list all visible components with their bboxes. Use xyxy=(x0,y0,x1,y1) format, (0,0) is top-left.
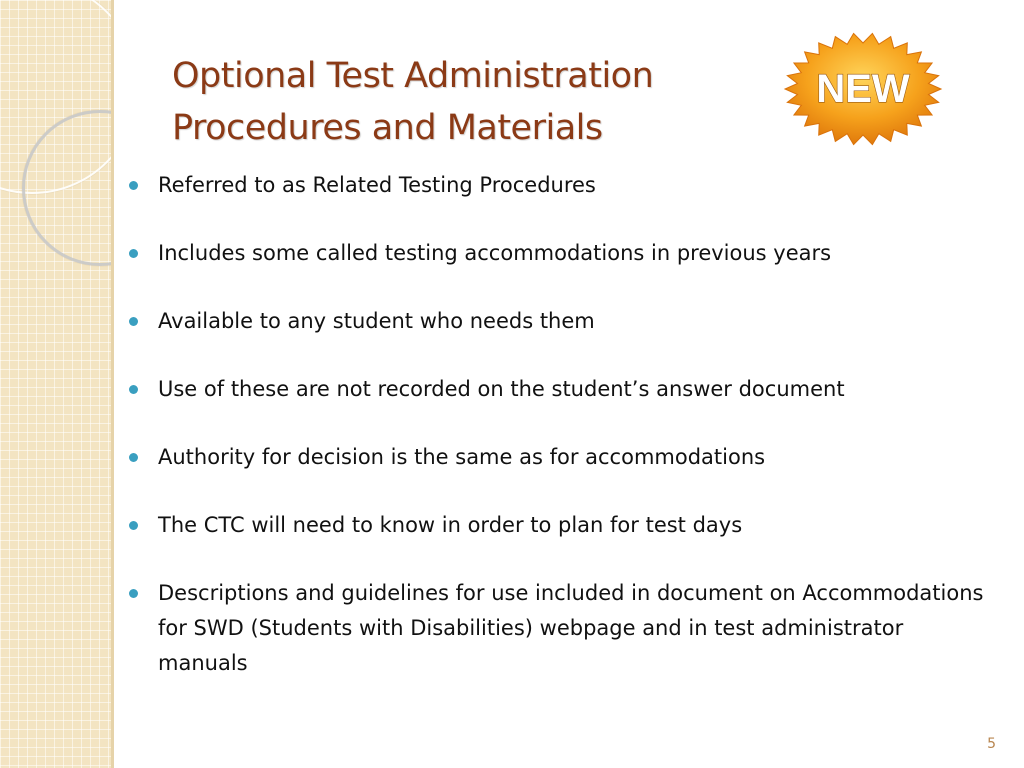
bullet-text: Available to any student who needs them xyxy=(158,309,595,333)
bullet-icon xyxy=(129,249,138,258)
bullet-text: The CTC will need to know in order to plan for test days xyxy=(158,513,743,537)
bullet-icon xyxy=(129,453,138,462)
slide-title-line-2: Procedures and Materials xyxy=(172,108,603,148)
badge-text: NEW xyxy=(816,67,910,111)
bullet-list xyxy=(128,168,998,714)
bullet-icon xyxy=(129,317,138,326)
bullet-icon xyxy=(129,521,138,530)
slide-title-line-1: Optional Test Administration xyxy=(172,56,654,96)
page-number: 5 xyxy=(987,736,996,752)
bullet-text: Descriptions and guidelines for use included in document on Accommodations for SWD (Students with Disabilities) webpage and in test administrator manuals xyxy=(158,581,984,675)
bullet-text: Use of these are not recorded on the student’s answer document xyxy=(158,377,845,401)
bullet-item xyxy=(128,440,998,475)
bullet-icon xyxy=(129,181,138,190)
bullet-item xyxy=(128,576,998,681)
bullet-item xyxy=(128,372,998,407)
slide-title xyxy=(172,50,653,154)
new-badge-icon xyxy=(780,30,945,148)
bullet-item xyxy=(128,304,998,339)
sidebar-edge xyxy=(111,0,114,768)
bullet-item xyxy=(128,508,998,543)
bullet-item xyxy=(128,236,998,271)
decorative-sidebar xyxy=(0,0,113,768)
bullet-text: Referred to as Related Testing Procedures xyxy=(158,173,596,197)
bullet-icon xyxy=(129,589,138,598)
bullet-text: Authority for decision is the same as for accommodations xyxy=(158,445,766,469)
bullet-item xyxy=(128,168,998,203)
bullet-icon xyxy=(129,385,138,394)
bullet-text: Includes some called testing accommodations in previous years xyxy=(158,241,832,265)
